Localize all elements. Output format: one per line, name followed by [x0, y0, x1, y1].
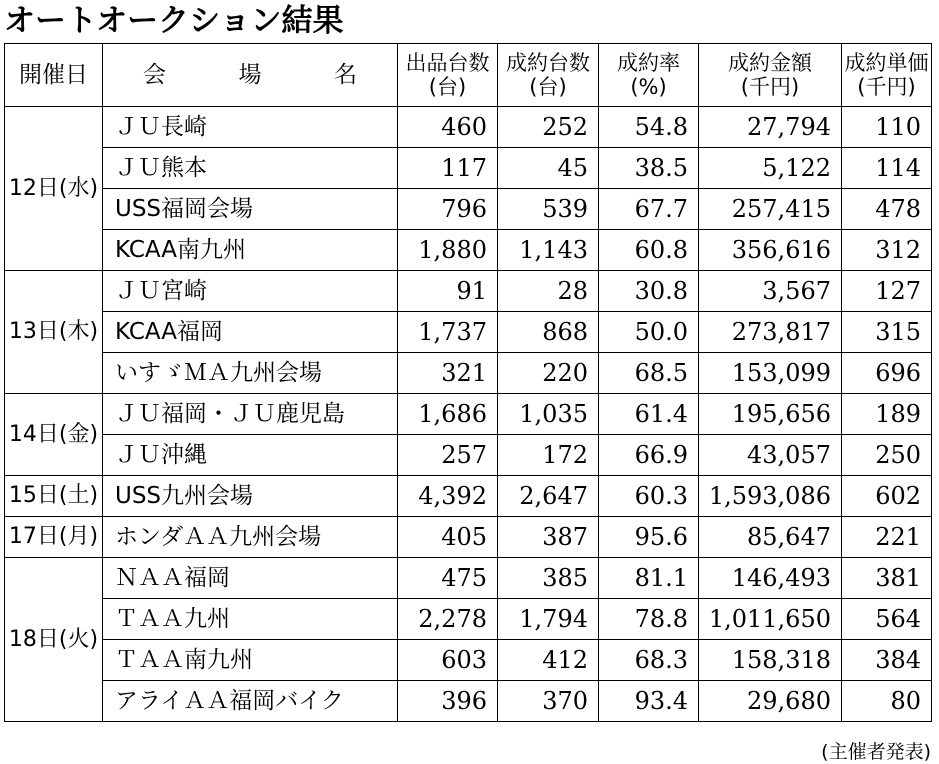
listed-cell: 1,686: [398, 394, 498, 435]
amount-cell: 195,656: [699, 394, 842, 435]
header-sold-unit: (台): [529, 75, 567, 99]
unit-price-cell: 381: [842, 558, 932, 599]
sold-cell: 385: [498, 558, 599, 599]
sold-cell: 387: [498, 517, 599, 558]
header-amount-label: 成約金額: [728, 51, 812, 75]
listed-cell: 1,737: [398, 312, 498, 353]
table-row: [5, 312, 932, 353]
unit-price-cell: 602: [842, 476, 932, 517]
sold-cell: 539: [498, 189, 599, 230]
listed-cell: 117: [398, 148, 498, 189]
sold-cell: 1,794: [498, 599, 599, 640]
date-cell: 14日(金): [5, 394, 103, 476]
table-row: [5, 476, 932, 517]
unit-price-cell: 564: [842, 599, 932, 640]
amount-cell: 85,647: [699, 517, 842, 558]
venue-cell: ＪＵ福岡・ＪＵ鹿児島: [103, 394, 398, 435]
listed-cell: 257: [398, 435, 498, 476]
header-sold: [498, 44, 599, 107]
header-amount: [699, 44, 842, 107]
table-row: [5, 599, 932, 640]
header-venue-char: 会: [143, 62, 166, 88]
table-row: [5, 394, 932, 435]
sold-cell: 2,647: [498, 476, 599, 517]
header-rate-unit: (%): [630, 75, 667, 99]
amount-cell: 3,567: [699, 271, 842, 312]
header-date: 開催日: [5, 44, 103, 107]
rate-cell: 66.9: [599, 435, 699, 476]
rate-cell: 60.3: [599, 476, 699, 517]
date-cell: 12日(水): [5, 107, 103, 271]
table-row: [5, 148, 932, 189]
table-row: [5, 189, 932, 230]
auction-results-table: [4, 43, 932, 722]
sold-cell: 412: [498, 640, 599, 681]
unit-price-cell: 384: [842, 640, 932, 681]
date-cell: 18日(火): [5, 558, 103, 722]
rate-cell: 60.8: [599, 230, 699, 271]
venue-cell: ホンダＡＡ九州会場: [103, 517, 398, 558]
unit-price-cell: 189: [842, 394, 932, 435]
unit-price-cell: 110: [842, 107, 932, 148]
venue-cell: KCAA福岡: [103, 312, 398, 353]
rate-cell: 78.8: [599, 599, 699, 640]
table-row: [5, 435, 932, 476]
table-row: [5, 517, 932, 558]
header-sold-label: 成約台数: [506, 51, 590, 75]
header-unit-price-label: 成約単価: [844, 51, 929, 75]
source-note: (主催者発表): [821, 741, 931, 763]
listed-cell: 2,278: [398, 599, 498, 640]
listed-cell: 603: [398, 640, 498, 681]
header-amount-unit: (千円): [740, 75, 800, 99]
amount-cell: 153,099: [699, 353, 842, 394]
rate-cell: 38.5: [599, 148, 699, 189]
listed-cell: 396: [398, 681, 498, 722]
table-row: [5, 640, 932, 681]
date-cell: 13日(木): [5, 271, 103, 394]
amount-cell: 158,318: [699, 640, 842, 681]
venue-cell: アライＡＡ福岡バイク: [103, 681, 398, 722]
unit-price-cell: 127: [842, 271, 932, 312]
rate-cell: 54.8: [599, 107, 699, 148]
sold-cell: 370: [498, 681, 599, 722]
table-body: [5, 107, 932, 722]
rate-cell: 68.3: [599, 640, 699, 681]
venue-cell: いすゞＭＡ九州会場: [103, 353, 398, 394]
table-row: [5, 107, 932, 148]
date-cell: 17日(月): [5, 517, 103, 558]
sold-cell: 172: [498, 435, 599, 476]
header-unit-price: [842, 44, 932, 107]
table-header: [5, 44, 932, 107]
sold-cell: 1,143: [498, 230, 599, 271]
unit-price-cell: 315: [842, 312, 932, 353]
rate-cell: 93.4: [599, 681, 699, 722]
unit-price-cell: 696: [842, 353, 932, 394]
amount-cell: 257,415: [699, 189, 842, 230]
listed-cell: 460: [398, 107, 498, 148]
unit-price-cell: 478: [842, 189, 932, 230]
venue-cell: ＪＵ長崎: [103, 107, 398, 148]
listed-cell: 321: [398, 353, 498, 394]
venue-cell: ＮＡＡ福岡: [103, 558, 398, 599]
sold-cell: 252: [498, 107, 599, 148]
rate-cell: 68.5: [599, 353, 699, 394]
venue-cell: ＪＵ沖縄: [103, 435, 398, 476]
listed-cell: 1,880: [398, 230, 498, 271]
amount-cell: 1,011,650: [699, 599, 842, 640]
table-row: [5, 681, 932, 722]
amount-cell: 43,057: [699, 435, 842, 476]
amount-cell: 146,493: [699, 558, 842, 599]
header-venue-char: 場: [238, 62, 262, 88]
header-unit-price-unit: (千円): [857, 75, 916, 99]
table-row: [5, 271, 932, 312]
rate-cell: 81.1: [599, 558, 699, 599]
header-venue: [103, 44, 398, 107]
venue-cell: USS福岡会場: [103, 189, 398, 230]
sold-cell: 868: [498, 312, 599, 353]
unit-price-cell: 221: [842, 517, 932, 558]
rate-cell: 67.7: [599, 189, 699, 230]
rate-cell: 61.4: [599, 394, 699, 435]
sold-cell: 1,035: [498, 394, 599, 435]
date-cell: 15日(土): [5, 476, 103, 517]
unit-price-cell: 312: [842, 230, 932, 271]
header-venue-char: 名: [334, 62, 357, 88]
venue-cell: KCAA南九州: [103, 230, 398, 271]
rate-cell: 95.6: [599, 517, 699, 558]
listed-cell: 405: [398, 517, 498, 558]
table-row: [5, 353, 932, 394]
header-listed-label: 出品台数: [405, 51, 490, 75]
listed-cell: 475: [398, 558, 498, 599]
amount-cell: 27,794: [699, 107, 842, 148]
listed-cell: 4,392: [398, 476, 498, 517]
unit-price-cell: 80: [842, 681, 932, 722]
venue-cell: ＪＵ宮崎: [103, 271, 398, 312]
venue-cell: USS九州会場: [103, 476, 398, 517]
venue-cell: ＴＡＡ九州: [103, 599, 398, 640]
amount-cell: 1,593,086: [699, 476, 842, 517]
amount-cell: 5,122: [699, 148, 842, 189]
table-row: [5, 230, 932, 271]
listed-cell: 796: [398, 189, 498, 230]
header-rate: [599, 44, 699, 107]
venue-cell: ＪＵ熊本: [103, 148, 398, 189]
listed-cell: 91: [398, 271, 498, 312]
rate-cell: 30.8: [599, 271, 699, 312]
unit-price-cell: 114: [842, 148, 932, 189]
table-row: [5, 558, 932, 599]
rate-cell: 50.0: [599, 312, 699, 353]
amount-cell: 29,680: [699, 681, 842, 722]
amount-cell: 273,817: [699, 312, 842, 353]
amount-cell: 356,616: [699, 230, 842, 271]
sold-cell: 28: [498, 271, 599, 312]
page-title: オートオークション結果: [4, 3, 344, 39]
sold-cell: 45: [498, 148, 599, 189]
unit-price-cell: 250: [842, 435, 932, 476]
sold-cell: 220: [498, 353, 599, 394]
venue-cell: ＴＡＡ南九州: [103, 640, 398, 681]
header-listed: [398, 44, 498, 107]
header-listed-unit: (台): [428, 75, 467, 99]
header-rate-label: 成約率: [617, 51, 680, 75]
